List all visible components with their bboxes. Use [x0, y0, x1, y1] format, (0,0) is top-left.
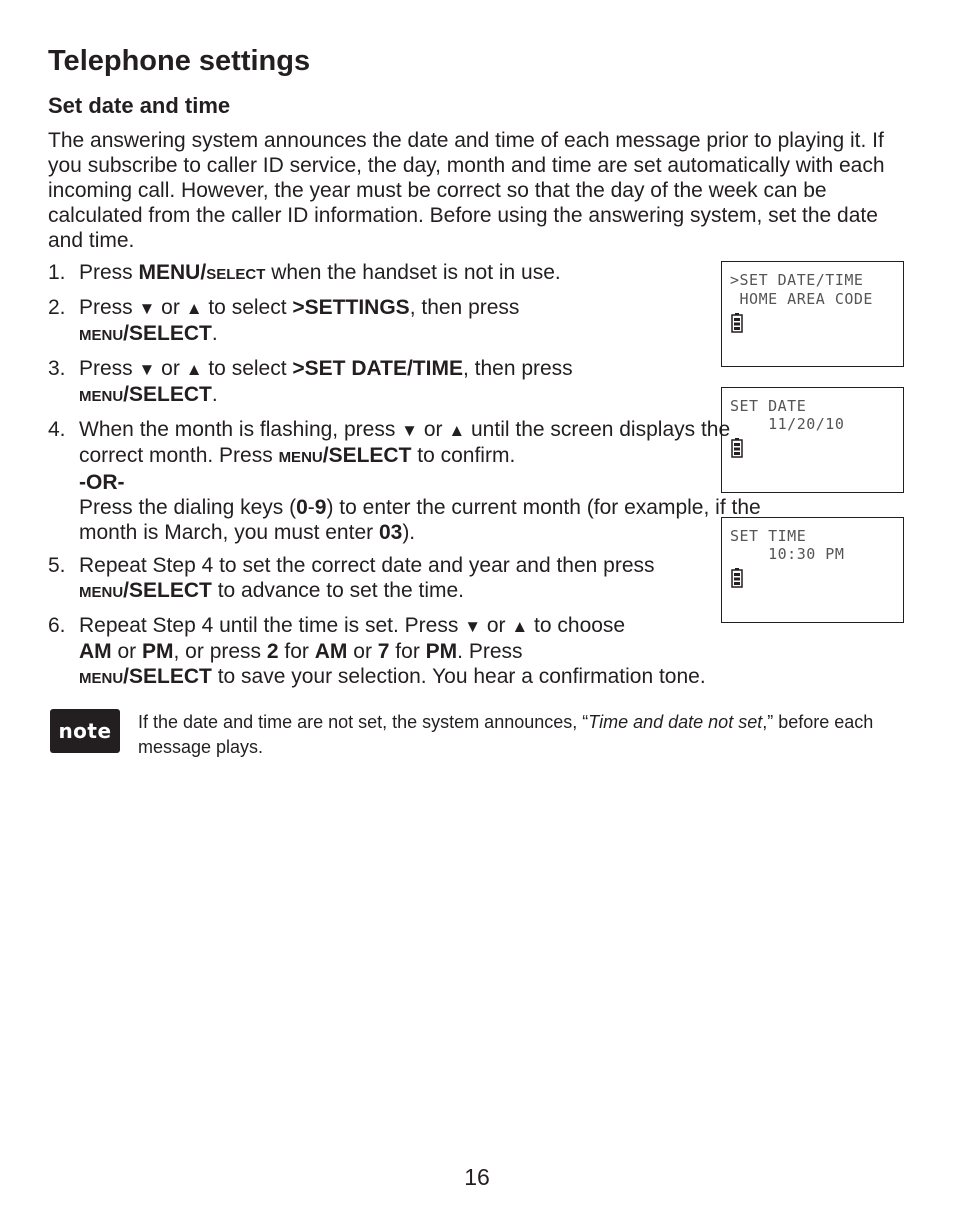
step-text: ) to enter the current month (for example, if the month is March, you must enter — [79, 496, 761, 544]
key-select: /SELECT — [123, 579, 212, 602]
lcd-line-2: HOME AREA CODE — [730, 290, 873, 308]
step-4 — [48, 417, 788, 545]
step-text: - — [307, 496, 315, 519]
lcd-line-1: >SET DATE/TIME — [730, 271, 864, 289]
lcd-line-2: 11/20/10 — [730, 415, 845, 433]
step-text: Press — [79, 357, 139, 380]
step-text: Repeat Step 4 to set the correct date and year and then press — [79, 554, 655, 577]
step-text: ). — [402, 521, 416, 544]
step-text: , then press — [409, 296, 520, 319]
battery-icon — [731, 438, 743, 458]
step-text: or — [155, 296, 186, 319]
pm-label: PM — [425, 640, 458, 663]
step-text: Press — [79, 296, 139, 319]
intro-paragraph: The answering system announces the date and time of each message prior to playing it. If you subscribe to caller ID service, the day, month and time are set automatically with each incoming call. However, the year must be correct so that the day of the week can be calculated from the caller ID information. Before using the answering system, set the date and time. — [48, 129, 885, 252]
step-text: . — [211, 322, 218, 345]
lcd-screen-date-time-menu — [721, 261, 904, 367]
lcd-line-2: 10:30 PM — [730, 545, 845, 563]
lcd-line-1: SET DATE — [730, 397, 807, 415]
key-select: /SELECT — [322, 444, 412, 467]
key-menu: MENU — [79, 327, 124, 344]
up-arrow-icon: ▲ — [511, 617, 529, 636]
key-select: /SELECT — [123, 383, 212, 406]
step-number: 2. — [48, 296, 66, 319]
step-text: for — [278, 640, 315, 663]
step-text: or — [347, 640, 378, 663]
step-text: to save your selection. You hear a confirmation tone. — [211, 665, 706, 688]
step-text: Press the dialing keys ( — [79, 496, 297, 519]
step-text: for — [389, 640, 426, 663]
key-select: /SELECT — [123, 665, 212, 688]
down-arrow-icon: ▼ — [401, 421, 418, 440]
step-number: 5. — [48, 554, 66, 577]
step-6 — [48, 613, 839, 691]
note-text-part: ,” before each message plays. — [138, 712, 874, 757]
step-text: . — [211, 383, 218, 406]
note-quote: Time and date not set — [588, 712, 763, 732]
step-text: until the screen displays the correct month. Press — [79, 418, 731, 467]
step-text: or — [481, 614, 512, 637]
battery-icon — [731, 313, 743, 333]
battery-icon — [731, 568, 743, 588]
key-menu: MENU/ — [138, 261, 207, 284]
step-3 — [48, 356, 788, 409]
up-arrow-icon: ▲ — [185, 299, 203, 318]
step-number: 3. — [48, 357, 66, 380]
key-menu: MENU — [79, 388, 124, 405]
step-text: when the handset is not in use. — [265, 261, 561, 284]
note-text-part: If the date and time are not set, the system announces, “ — [138, 712, 589, 732]
step-text: to select — [202, 296, 293, 319]
section-title: Set date and time — [48, 93, 231, 118]
page-title: Telephone settings — [48, 45, 311, 77]
step-number: 1. — [48, 261, 66, 284]
key-menu: MENU — [278, 449, 323, 466]
step-text: or — [418, 418, 449, 441]
lcd-line-1: SET TIME — [730, 527, 807, 545]
key-select: /SELECT — [123, 322, 212, 345]
lcd-screen-set-time — [721, 517, 904, 623]
key-03: 03 — [378, 521, 403, 544]
step-text: to select — [202, 357, 293, 380]
step-2 — [48, 295, 788, 348]
step-text: , or press — [173, 640, 267, 663]
down-arrow-icon: ▼ — [138, 299, 156, 318]
am-label: AM — [79, 640, 112, 663]
key-9: 9 — [314, 496, 327, 519]
menu-option: >SETTINGS — [292, 296, 410, 319]
lcd-screen-set-date — [721, 387, 904, 493]
key-0: 0 — [296, 496, 308, 519]
up-arrow-icon: ▲ — [448, 421, 466, 440]
or-label: -OR- — [79, 471, 125, 494]
step-5 — [48, 553, 788, 605]
am-label: AM — [314, 640, 348, 663]
key-7: 7 — [377, 640, 390, 663]
step-text: Repeat Step 4 until the time is set. Press — [79, 614, 465, 637]
step-text: or — [155, 357, 186, 380]
key-menu: MENU — [79, 584, 124, 601]
note-text — [138, 710, 908, 760]
step-text: to confirm. — [411, 444, 516, 467]
step-number: 4. — [48, 418, 66, 441]
steps-list — [48, 260, 788, 699]
up-arrow-icon: ▲ — [185, 360, 203, 379]
page-number: 16 — [464, 1164, 490, 1190]
step-text: to choose — [528, 614, 626, 637]
step-number: 6. — [48, 614, 66, 637]
key-menu: MENU — [79, 670, 124, 687]
down-arrow-icon: ▼ — [464, 617, 482, 636]
menu-option: >SET DATE/TIME — [292, 357, 463, 380]
step-text: When the month is flashing, press — [79, 418, 402, 441]
pm-label: PM — [142, 640, 174, 663]
key-select: SELECT — [206, 266, 266, 283]
key-2: 2 — [266, 640, 279, 663]
down-arrow-icon: ▼ — [138, 360, 156, 379]
step-text: . Press — [457, 640, 523, 663]
step-text: Press — [79, 261, 139, 284]
step-text: or — [111, 640, 143, 663]
step-1 — [48, 260, 788, 287]
step-text: , then press — [462, 357, 573, 380]
note-badge: note — [50, 709, 120, 753]
step-text: to advance to set the time. — [211, 579, 465, 602]
